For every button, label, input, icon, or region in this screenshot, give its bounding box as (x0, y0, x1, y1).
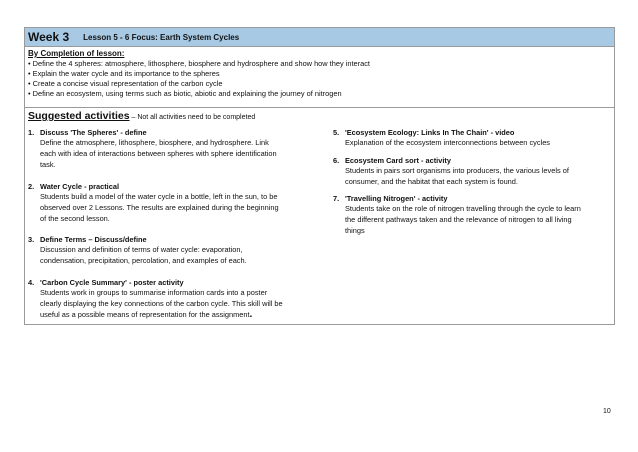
objective-item: • Define the 4 spheres: atmosphere, lithosphere, biosphere and hydrosphere and show how they interact (28, 59, 370, 68)
description-line: clearly displaying the key connections of the carbon cycle. This skill will be (40, 298, 283, 308)
activity-description (345, 138, 550, 149)
lesson-plan-table (24, 27, 615, 325)
activity-5 (333, 128, 550, 149)
activity-number: 5. (333, 128, 340, 137)
description-line: Discussion and definition of terms of water cycle: evaporation, (40, 245, 243, 254)
activity-6 (333, 156, 569, 188)
activities-note: – Not all activities need to be completed (129, 114, 256, 121)
objectives-title: By Completion of lesson: (28, 49, 125, 58)
description-line: things (345, 225, 365, 235)
activity-2 (28, 182, 279, 224)
activity-number: 6. (333, 156, 340, 165)
activity-number: 3. (28, 235, 35, 244)
activity-4 (28, 278, 283, 320)
objectives-section (25, 47, 614, 108)
activity-description (345, 166, 569, 188)
activity-description (40, 245, 247, 267)
description-line: each with idea of interactions between spheres with sphere identification (40, 148, 277, 158)
activity-number: 1. (28, 128, 35, 137)
description-line: the different pathways taken and the relevance of nitrogen to all living (345, 214, 572, 224)
activity-title: 'Travelling Nitrogen' - activity (345, 194, 448, 203)
objective-item: • Create a concise visual representation of the carbon cycle (28, 79, 223, 88)
activities-section (25, 108, 614, 324)
description-line: observed over 2 Lessons. The results are explained during the beginning (40, 202, 279, 212)
activity-description (40, 192, 279, 224)
activity-1 (28, 128, 277, 170)
description-line: Students build a model of the water cycle in a bottle, left in the sun, to be (40, 192, 278, 201)
description-line: consumer, and the habitat that each system is found. (345, 176, 518, 186)
activity-title: Water Cycle - practical (40, 182, 120, 191)
description-line: task. (40, 159, 56, 169)
activity-description (345, 204, 581, 236)
activity-number: 2. (28, 182, 35, 191)
activity-description (40, 138, 277, 170)
activity-7 (333, 194, 581, 236)
description-text: useful as a possible means of representation for the assignment (40, 309, 250, 319)
description-line: Students take on the role of nitrogen travelling through the cycle to learn (345, 204, 581, 213)
activity-title: 'Ecosystem Ecology: Links In The Chain' - video (345, 128, 515, 137)
activity-title: Ecosystem Card sort - activity (345, 156, 451, 165)
objective-item: • Define an ecosystem, using terms such as biotic, abiotic and explaining the journey of nitrogen (28, 89, 342, 98)
page-number: 10 (603, 408, 611, 415)
week-label: Week 3 (28, 30, 70, 44)
activity-description (40, 288, 283, 320)
description-line: Define the atmosphere, lithosphere, biosphere, and hydrosphere. Link (40, 138, 269, 147)
activities-heading (28, 110, 611, 124)
description-line: of the second lesson. (40, 213, 110, 223)
activity-title: Define Terms – Discuss/define (40, 235, 147, 244)
activity-number: 4. (28, 278, 35, 287)
description-line: condensation, precipitation, percolation, and examples of each. (40, 255, 247, 265)
description-line: Students work in groups to summarise information cards into a poster (40, 288, 268, 297)
activity-number: 7. (333, 194, 340, 203)
objective-item: • Explain the water cycle and its importance to the spheres (28, 69, 220, 78)
description-line: Students in pairs sort organisms into producers, the various levels of (345, 166, 569, 175)
lesson-focus: Lesson 5 - 6 Focus: Earth System Cycles (83, 32, 240, 42)
end-mark: . (249, 308, 253, 320)
description-line (40, 310, 283, 321)
activities-title: Suggested activities (28, 110, 130, 122)
activity-3 (28, 235, 247, 267)
description-line: Explanation of the ecosystem interconnections between cycles (345, 138, 550, 147)
activity-title: 'Carbon Cycle Summary' - poster activity (40, 278, 184, 287)
activity-title: Discuss 'The Spheres' - define (40, 128, 147, 137)
header-row (25, 28, 614, 47)
